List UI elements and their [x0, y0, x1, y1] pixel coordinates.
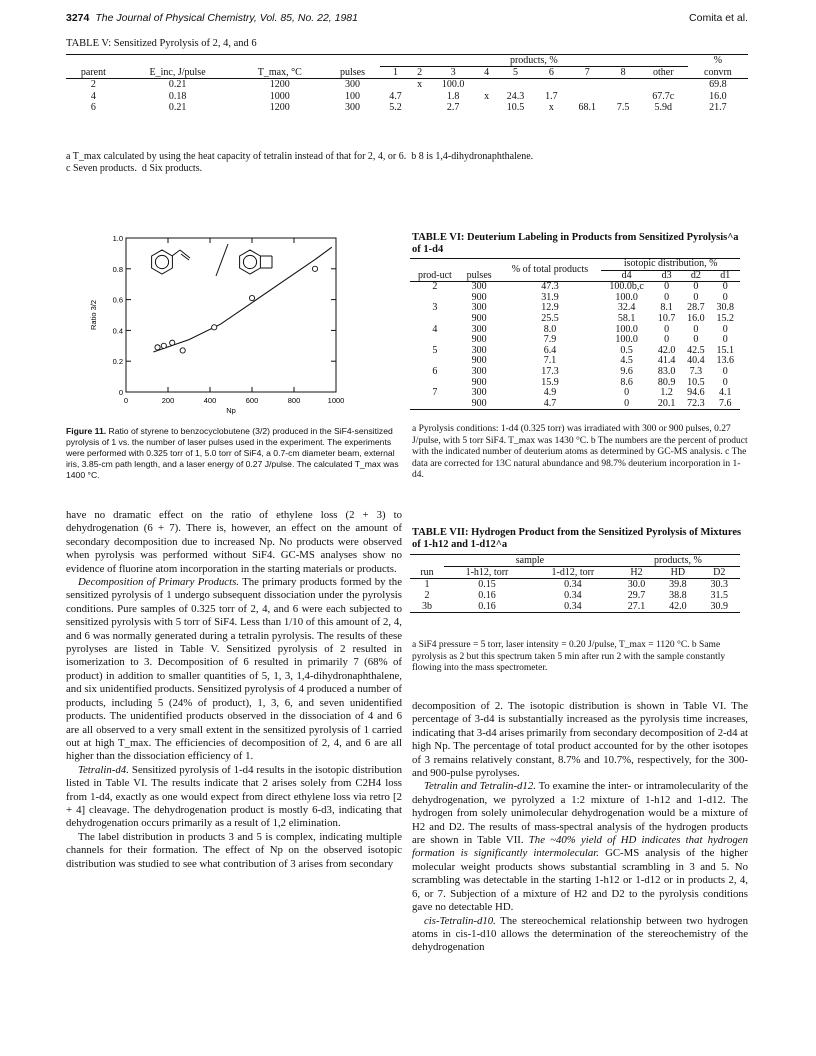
table6-row — [410, 367, 740, 378]
table7-title: TABLE VII: Hydrogen Product from the Sensitized Pyrolysis of Mixtures of 1-h12 and 1-d12^a — [412, 527, 742, 550]
table7-row — [410, 590, 740, 601]
table5-cell — [608, 79, 639, 91]
table5-cell: 1000 — [269, 90, 290, 102]
y-axis-label: Ratio 3/2 — [89, 299, 98, 331]
table6-cell: 15.2 — [716, 312, 735, 324]
table7-cell: 27.1 — [616, 601, 657, 613]
aromatic-circle — [155, 255, 168, 268]
table6-cell: 0 — [693, 281, 699, 293]
table6-cell: 0 — [722, 376, 728, 388]
table7-cell: 0.16 — [444, 601, 530, 613]
left-para-1: have no dramatic effect on the ratio of ethylene loss (2 + 3) to dehydrogenation (6 + 7). There is, however, an effect on the amount of secondary decomposition due to increased Np. No products were observed when pyrolysis was performed without SiF4. GC-MS analyses show no evidence of fluorine atom incorporation in the starting materials or products. — [66, 509, 402, 575]
table5-cell — [567, 91, 608, 103]
table5-cell: 300 — [345, 79, 360, 90]
table6-head-total: % of total products — [499, 259, 602, 282]
table5-cell — [495, 79, 536, 91]
table6-cell: 8.1 — [660, 302, 673, 314]
table5-footnote-d: d Six products. — [141, 163, 203, 174]
table7-cell: 0.15 — [478, 579, 496, 590]
right-para-2 — [412, 780, 748, 914]
table6-cell: 0 — [722, 323, 728, 335]
y-tick-label: 0.4 — [112, 326, 123, 336]
table6-cell: 100.0 — [615, 291, 638, 303]
table5-col-header: 7 — [567, 67, 608, 79]
table5-convrn-top: % — [688, 55, 748, 67]
table6-cell: 300 — [471, 365, 487, 377]
table6-cell: 0 — [624, 387, 630, 399]
table5-cell: x — [548, 102, 554, 113]
fit-curve — [153, 247, 331, 352]
table5-cell: 24.3 — [506, 90, 525, 102]
table5-cell: 1.8 — [446, 90, 460, 102]
table5-cell — [536, 79, 567, 91]
slash-separator — [216, 244, 228, 276]
table5-cell — [639, 79, 688, 91]
table6-cell: 2 — [432, 281, 438, 293]
table7-col-header: run — [410, 567, 444, 579]
table6-head-product: prod-uct — [410, 259, 460, 282]
table6-cell: 12.9 — [541, 302, 559, 314]
y-tick-label: 1.0 — [112, 234, 123, 243]
table5-cell: 4 — [90, 90, 96, 102]
right-para-3-body: The stereochemical relationship between two hydrogen atoms in cis-1-d10 allows the determination of the stereochemistry of the dehydrogenation — [412, 914, 748, 954]
table6-cell: 94.6 — [687, 387, 705, 399]
table6-cell: 300 — [471, 281, 487, 293]
table6-cell: 40.4 — [687, 355, 705, 367]
table6-cell: 41.4 — [657, 355, 676, 367]
table6-cell: 0 — [664, 334, 670, 346]
table6-cell: 42.5 — [687, 344, 705, 356]
table7-cell: 30.9 — [699, 601, 740, 613]
table6-cell: 31.9 — [541, 291, 559, 303]
table6-cell: 300 — [471, 387, 487, 399]
table6-cell: 4.7 — [499, 399, 602, 410]
table5-cell: 5.2 — [389, 102, 402, 113]
table5-cell: x — [484, 90, 490, 102]
table5-cell: 2.7 — [446, 102, 460, 113]
left-para-2-head: Decomposition of Primary Products. — [78, 576, 239, 589]
table7-cell: 29.7 — [627, 590, 646, 601]
table6-cell: 15.1 — [716, 344, 735, 356]
right-para-3-head: cis-Tetralin-d10. — [424, 914, 496, 927]
left-para-4: The label distribution in products 3 and 5 is complex, indicating multiple channels for their formation. The effect of Np on the observed isotopic distribution was studied to see what contribution of 3 arises from secondary — [66, 830, 402, 870]
table6-cell: 7.1 — [543, 355, 557, 367]
table5-col-header: 1 — [380, 67, 411, 79]
header-left — [66, 12, 358, 24]
table5-cell: 1200 — [269, 79, 290, 90]
y-tick-label: 0 — [118, 388, 123, 397]
table7-cell: 30.3 — [710, 579, 729, 590]
table6-cell: 0 — [664, 323, 670, 335]
table5-col-header: 3 — [428, 67, 478, 79]
table5-col-header: 8 — [608, 67, 639, 79]
table7-cell: 3b — [410, 601, 444, 613]
benzene-ring — [240, 250, 261, 274]
table5-col-header: convrn — [688, 67, 748, 79]
y-tick-label: 0.2 — [112, 357, 123, 367]
right-para-3 — [412, 915, 748, 955]
table6-cell: 9.6 — [620, 365, 633, 377]
table6-cell: 900 — [471, 291, 487, 303]
table5-title: TABLE V: Sensitized Pyrolysis of 2, 4, and 6 — [66, 38, 257, 49]
data-point — [161, 343, 166, 348]
table6-cell: 80.9 — [657, 376, 676, 388]
table5-cell: 0.21 — [168, 102, 187, 113]
table5-cell — [567, 79, 608, 91]
table5-col-header: E_inc, J/pulse — [121, 67, 235, 79]
table5-cell — [478, 102, 495, 114]
plot-frame — [126, 238, 336, 392]
table6-cell: 6.4 — [543, 344, 557, 356]
table6-cell: 42.0 — [657, 344, 676, 356]
table6-cell: 0 — [693, 323, 699, 335]
table6-cell: 4.5 — [620, 355, 633, 367]
data-point — [155, 345, 160, 350]
table5-cell: 16.0 — [709, 90, 727, 102]
table7-head-products: products, % — [616, 555, 740, 567]
data-point — [312, 266, 317, 271]
left-para-3-body: Sensitized pyrolysis of 1-d4 results in the isotopic distribution listed in Table VI. The results indicate that 2 arises solely from C2H4 loss from 1-d4, exactly as one would expect from direct ethylene loss via retro [2 + 4] cleavage. The dehydrogenation product is mostly 6-d3, indicating that dehydrogenation occurs primarily as a result of 1,2 elimination. — [66, 763, 402, 830]
data-point — [180, 348, 185, 353]
table5-cell: 21.7 — [709, 102, 727, 113]
y-tick-label: 0.6 — [112, 295, 123, 305]
table6-cell: 17.3 — [541, 365, 559, 377]
figure11-chart — [66, 230, 376, 415]
table6-cell: 300 — [471, 323, 487, 335]
table6-cell: 300 — [471, 344, 487, 356]
table6-cell: 8.0 — [543, 323, 557, 335]
table7-cell: 31.5 — [710, 590, 729, 601]
table6-cell: 0 — [722, 281, 728, 293]
benzene-ring — [152, 250, 173, 274]
table5-col-header: pulses — [325, 67, 380, 79]
right-para-2-head: Tetralin and Tetralin-d12. — [424, 780, 536, 793]
table6-cell: 4.1 — [719, 387, 732, 399]
figure11-caption-text: Ratio of styrene to benzocyclobutene (3/2) produced in the SiF4-sensitized pyrolysis of 1 vs. the number of laser pulses used in the experiment. The experiments were performed with 0.325 torr of 1, 5.0 torr of SiF4, a 0.7-cm diameter beam, external iris, 3.85-cm path length, and a laser energy of 0.27 J/pulse. The calculated T_max was 1400 °C. — [66, 426, 399, 480]
table6-cell: 7.3 — [689, 365, 703, 377]
table6-cell: 25.5 — [541, 312, 559, 324]
figure11-caption — [66, 426, 402, 481]
table6-cell: 6 — [432, 365, 438, 377]
table6-iso-col-header: d1 — [711, 270, 740, 282]
table7-col-header: H2 — [616, 567, 657, 579]
table6-cell: 100.0 — [615, 334, 638, 346]
table6-iso-col-header: d3 — [652, 270, 681, 282]
table5-cell — [608, 91, 639, 103]
table7-cell: 2 — [424, 590, 430, 601]
table6-cell — [410, 314, 460, 325]
header-authors: Comita et al. — [689, 12, 748, 24]
table6-cell: 100.0 — [615, 323, 638, 335]
x-tick-label: 0 — [123, 396, 129, 405]
table7-col-header: 1-h12, torr — [444, 567, 530, 579]
right-column — [412, 700, 748, 955]
table5-col-header: 2 — [411, 67, 428, 79]
table6-cell: 7.6 — [711, 399, 740, 410]
table7-cell: 30.0 — [627, 579, 646, 590]
table5-cell: 1200 — [269, 102, 290, 113]
table6-cell: 32.4 — [617, 302, 636, 314]
table6-cell: 7 — [432, 387, 438, 399]
table5-cell: 5.9d — [654, 102, 673, 113]
table6-cell: 1.2 — [660, 387, 673, 399]
table5 — [66, 54, 748, 114]
table5-cell: 0.18 — [168, 90, 187, 102]
table6-cell: 10.5 — [687, 376, 705, 388]
table5-cell: x — [417, 79, 423, 90]
table6-cell: 0 — [601, 399, 652, 410]
table7-row — [410, 601, 740, 613]
journal-name: The Journal of Physical Chemistry, Vol. 85, No. 22, 1981 — [95, 12, 358, 24]
table5-footnote-a: a T_max calculated by using the heat capacity of tetralin instead of that for 2, 4, or 6. — [66, 151, 407, 162]
table6-cell: 7.9 — [543, 334, 557, 346]
table6-cell: 0 — [664, 291, 670, 303]
table6-cell: 900 — [471, 334, 487, 346]
right-para-2b: GC-MS analysis of the higher molecular weight products shows substantial scrambling in 3 and 5. No scrambling was detectable in the starting 1-h12 or 1-d12 or in products 2, 4, 6, or 7. Subjection of a mixture of H2 and D2 to the pyrolysis conditions gave no detectable HD. — [412, 847, 749, 914]
table6-cell: 0 — [722, 291, 728, 303]
table5-col-header: T_max, °C — [234, 67, 325, 79]
table5-cell: 0.21 — [168, 79, 187, 90]
table5-cell — [411, 102, 428, 114]
table5-cell: 68.1 — [578, 102, 597, 113]
x-tick-label: 600 — [245, 396, 259, 405]
table7-cell: 39.8 — [669, 579, 687, 590]
table6-cell: 3 — [432, 302, 438, 314]
table6-cell: 4.9 — [543, 387, 557, 399]
table5-col-header: parent — [66, 67, 121, 79]
y-tick-label: 0.8 — [112, 264, 123, 274]
table5-cell: 10.5 — [506, 102, 525, 113]
table5-cell: 100 — [345, 90, 360, 102]
table6-row — [410, 282, 740, 293]
table7 — [410, 554, 740, 613]
table6-cell: 300 — [471, 302, 487, 314]
table7-cell: 0.34 — [564, 579, 582, 590]
table6-footnote: a Pyrolysis conditions: 1-d4 (0.325 torr) was irradiated with 300 or 900 pulses, 0.27 J/pulse, with 5 torr SiF4. T_max was 1430 °C. b The numbers are the percent of product with the indicated number of deuterium atoms as determined by GC-MS analysis. c The data are corrected for 13C natural abundance and 98.7% deuterium incorporation in 1-d4. — [412, 424, 748, 480]
table6-cell: 0 — [693, 291, 699, 303]
table6-cell: 47.3 — [541, 281, 559, 293]
table6-cell: 5 — [432, 344, 438, 356]
table5-cell — [411, 91, 428, 103]
table7-head-sample: sample — [444, 555, 616, 567]
table6-row — [410, 399, 740, 410]
left-column — [66, 509, 402, 871]
table6-cell: 10.7 — [657, 312, 676, 324]
table6-head-iso: isotopic distribution, % — [601, 259, 740, 271]
x-tick-label: 800 — [287, 396, 301, 405]
table6-cell: 900 — [471, 376, 487, 388]
table7-row — [410, 579, 740, 591]
table5-products-header: products, % — [380, 55, 688, 67]
table6-cell: 900 — [471, 312, 487, 324]
table6-cell: 0 — [722, 365, 728, 377]
table5-footnotes — [66, 151, 748, 175]
data-point — [212, 325, 217, 330]
table5-cell: 67.7c — [652, 90, 675, 102]
table6-cell: 30.8 — [716, 302, 735, 314]
table6-title: TABLE VI: Deuterium Labeling in Products from Sensitized Pyrolysis^a of 1-d4 — [412, 232, 739, 255]
table7-cell: 0.16 — [478, 590, 496, 601]
right-para-1: decomposition of 2. The isotopic distribution is shown in Table VI. The percentage of 3-d4 is substantially increased as the pyrolysis time increases, indicating that 3-d4 arises primarily from secondary decomposition of 2-d4 at high Np. The percentage of total product accounted for by the other isotopes of 3 remains relatively constant, 8.7% and 10.7%, respectively, for the 300- and 900-pulse pyrolyses. — [412, 700, 748, 780]
table6-iso-col-header: d2 — [681, 270, 710, 282]
table6-cell: 72.3 — [681, 399, 710, 410]
table5-cell: 1.7 — [545, 90, 558, 102]
table7-cell: 0.34 — [530, 601, 616, 613]
table5-footnote-c: c Seven products. — [66, 163, 137, 174]
table5-cell: 69.8 — [709, 79, 727, 90]
table7-col-header: D2 — [699, 567, 740, 579]
table5-cell: 2 — [90, 79, 96, 90]
table6-iso-col-header: d4 — [601, 270, 652, 282]
table6-cell: 900 — [460, 399, 499, 410]
table6-cell: 100.0b,c — [609, 281, 644, 293]
table7-col-header: HD — [657, 567, 698, 579]
table6-head-pulses: pulses — [460, 259, 499, 282]
data-point — [249, 295, 254, 300]
running-header — [66, 12, 748, 28]
x-tick-label: 200 — [161, 396, 175, 405]
table5-col-header: 6 — [536, 67, 567, 79]
table6-cell: 0.5 — [620, 344, 633, 356]
table7-cell: 1 — [424, 579, 430, 590]
table5-cell: 7.5 — [616, 102, 630, 113]
table7-col-header: 1-d12, torr — [530, 567, 616, 579]
table6-cell: 0 — [693, 334, 699, 346]
table7-cell: 42.0 — [657, 601, 698, 613]
x-tick-label: 400 — [203, 396, 217, 405]
table5-cell: 4.7 — [389, 90, 402, 102]
left-para-3-head: Tetralin-d4. — [78, 763, 129, 776]
table5-cell — [380, 79, 411, 91]
table5-cell: 6 — [90, 102, 96, 113]
table5-cell: 300 — [345, 102, 360, 113]
table6-row — [410, 325, 740, 336]
table6-cell: 58.1 — [617, 312, 636, 324]
table6-row — [410, 314, 740, 325]
right-para-2a: To examine the inter- or intramolecularity of the dehydrogenation, we pyrolyzed a 1:2 mixture of 1-h12 and 1-d12. The hydrogen from solely unimolecular dehydrogenation would be a mixture of H2 and D2. The results of mass-spectral analysis of the hydrogen products are shown in Table VII. — [412, 780, 748, 847]
x-tick-label: 1000 — [327, 396, 345, 405]
table6-cell: 13.6 — [716, 355, 735, 367]
table6 — [410, 258, 740, 410]
table5-cell: 100.0 — [441, 79, 465, 90]
table6-cell — [410, 399, 460, 410]
table6-cell: 28.7 — [687, 302, 705, 314]
right-para-2-emphasis: The ~40% yield of HD indicates that hydrogen formation is significantly intermolecular. — [412, 834, 748, 860]
left-para-2 — [66, 576, 402, 764]
table6-cell: 15.9 — [541, 376, 559, 388]
vinyl-double-bond — [181, 254, 189, 260]
table6-cell: 8.6 — [620, 376, 633, 388]
table5-row — [66, 79, 748, 91]
table6-cell: 900 — [471, 355, 487, 367]
left-para-2-body: The primary products formed by the sensitized pyrolysis of 1 undergo subsequent dissociation under the pyrolysis conditions. Pure samples of 0.325 torr of 2, 4, and 6 were each subjected to sensitized pyrolysis with 5 torr of SiF4. Less than 1/10 of this amount of 2, 4, and 6 was normally generated during a tetralin pyrolysis. The results of these pyrolyses are listed in Table V. Sensitized pyrolysis of 2 resulted in isomerization to 3. Decomposition of 6 resulted in primarily 7 (68% of product) in addition to smaller quantities of 5, 1, 3, 1,4-dihydronaphthalene, and six unidentified products. Sensitized pyrolysis of 4 produced a number of products, including 5 (24% of product), 1, 3, 6, and seven unidentified products. The unidentified products observed in the dissociation of 4 and 6 are all observed to a very small extent in the sensitized pyrolysis of 1 carried out at high T_max. The efficiencies of decomposition of 2, 4, and 6 are all higher than the dissociation efficiency of 1. — [66, 576, 402, 763]
table6-cell: 4 — [432, 323, 438, 335]
table7-cell: 0.34 — [564, 590, 582, 601]
page-number: 3274 — [66, 12, 90, 24]
table5-footnote-b: b 8 is 1,4-dihydronaphthalene. — [411, 151, 534, 162]
table5-col-header: 5 — [495, 67, 536, 79]
aromatic-circle — [243, 255, 256, 268]
table6-cell: 0 — [664, 281, 670, 293]
table5-col-header: other — [639, 67, 688, 79]
table5-col-header: 4 — [478, 67, 495, 79]
table6-cell: 0 — [722, 334, 728, 346]
left-para-3 — [66, 764, 402, 831]
table5-row — [66, 91, 748, 103]
table5-cell — [478, 79, 495, 91]
table6-cell: 83.0 — [657, 365, 676, 377]
table7-cell: 38.8 — [669, 590, 687, 601]
x-axis-label: Np — [226, 406, 236, 415]
data-point — [170, 340, 175, 345]
figure11-caption-label: Figure 11. — [66, 426, 107, 436]
table6-cell: 20.1 — [652, 399, 681, 410]
table5-row — [66, 102, 748, 114]
table6-cell: 16.0 — [687, 312, 705, 324]
table7-footnote: a SiF4 pressure = 5 torr, laser intensity = 0.20 J/pulse, T_max = 1120 °C. b Same pyrolysis as 2 but this spectrum taken 5 min after run 2 with the sample constantly flowing into the mass spectrometer. — [412, 640, 726, 673]
vinyl-bond — [172, 250, 180, 256]
structure-drawing — [152, 244, 272, 276]
